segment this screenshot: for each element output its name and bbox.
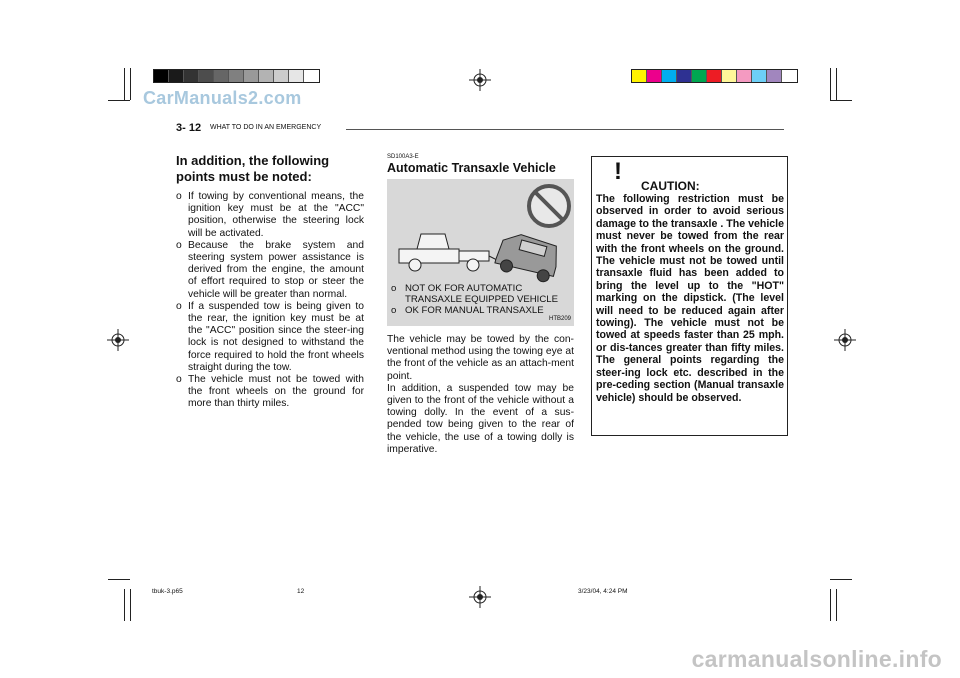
watermark-bottom[interactable]: carmanualsonline.info [691,646,942,672]
section-heading: Automatic Transaxle Vehicle [387,161,556,175]
calibration-swatch [662,70,677,82]
calibration-swatch [244,70,259,82]
figure-code: HTB209 [548,316,571,322]
calibration-swatch [199,70,214,82]
figure-note: o OK FOR MANUAL TRANSAXLE [391,305,544,316]
calibration-swatch [707,70,722,82]
calibration-swatch [722,70,737,82]
caution-title: CAUTION: [641,179,700,193]
calibration-swatch [259,70,274,82]
footer-timestamp: 3/23/04, 4:24 PM [578,588,628,595]
calibration-swatch [274,70,289,82]
registration-mark-icon [107,329,129,351]
calibration-swatch [647,70,662,82]
calibration-swatch [214,70,229,82]
calibration-swatch [767,70,782,82]
list-item: o Because the brake system and steering system power assistance is derived from the engine, the amount of effort required to stop or steer the vehicle will be greater than normal. [176,239,364,300]
calibration-swatch [737,70,752,82]
notes-list [176,191,364,411]
section-code: SD100A3-E [387,154,419,160]
calibration-swatch [169,70,184,82]
watermark-top[interactable]: CarManuals2.com [143,88,302,108]
body-paragraph: In addition, a suspended tow may be given to the front of the vehicle without a towing dolly. In the event of a sus-pended tow being given to the rear of the vehicle, the use of a towing dolly is imperative. [387,382,574,455]
page-number: 3- 12 [176,122,202,134]
calibration-swatch [229,70,244,82]
header-rule [346,129,784,130]
list-item: o If towing by conventional means, the ignition key must be at the "ACC" position, otherwise the steering lock will be activated. [176,191,364,239]
calibration-swatch [752,70,767,82]
registration-mark-icon [834,329,856,351]
footer-page: 12 [297,588,305,595]
list-item: o The vehicle must not be towed with the front wheels on the ground for more than thirty miles. [176,374,364,410]
calibration-swatch [184,70,199,82]
registration-mark-icon [469,586,491,608]
figure-notes [391,283,574,316]
figure-note: o NOT OK FOR AUTOMATIC TRANSAXLE EQUIPPED VEHICLE [391,283,559,305]
caution-box [591,156,788,436]
calibration-swatch [289,70,304,82]
footer-file: tbuk-3.p65 [152,588,183,595]
caution-body: The following restriction must be observed in order to avoid serious damage to the transaxle . The vehicle must never be towed from the rear with the front wheels on the ground. The vehicle must not be towed until transaxle fluid has been added to bring the level up to the "HOT" marking on the dipstick. (The level will need to be reduced again after towing). The vehicle must not be towed at speeds faster than 25 mph. or dis-tances greater than fifty miles. The general points regarding the steer-ing lock etc. described in the pre-ceding section (Manual transaxle vehicle) should be observed. [596,193,784,404]
body-paragraph: The vehicle may be towed by the con-ventional method using the towing eye at the front of the vehicle as an attach-ment point. [387,334,574,382]
towing-figure [387,179,574,326]
calibration-swatch [692,70,707,82]
notes-heading: In addition, the following points must be noted: [176,153,330,184]
calibration-swatch [154,70,169,82]
grayscale-calibration-bar [153,69,320,83]
warning-symbol: ! [614,158,622,185]
prohibited-sign-icon [529,186,569,226]
color-calibration-bar [631,69,798,83]
calibration-swatch [632,70,647,82]
registration-mark-icon [469,69,491,91]
left-column [176,153,364,411]
middle-column [387,154,574,456]
section-title: WHAT TO DO IN AN EMERGENCY [210,124,322,131]
calibration-swatch [304,70,319,82]
list-item: o If a suspended tow is being given to the rear, the ignition key must be at the "ACC" position since the steer-ing lock is not designed to withstand the force required to hold the front wheels straight during the tow. [176,300,364,373]
calibration-swatch [677,70,692,82]
calibration-swatch [782,70,797,82]
